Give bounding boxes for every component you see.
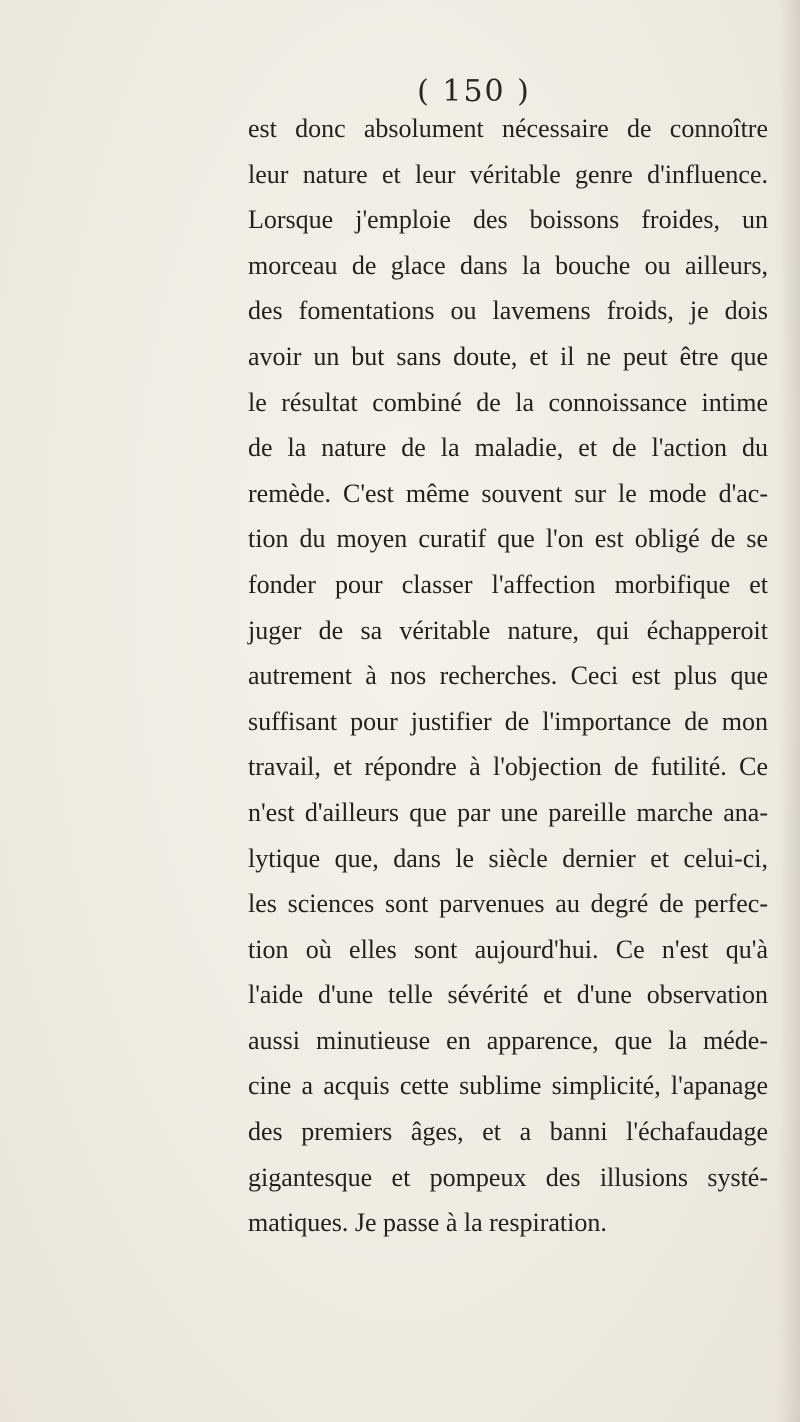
text-line: autrement à nos recherches. Ceci est plus que xyxy=(248,661,768,691)
text-line: tion du moyen curatif que l'on est obligé de se xyxy=(248,524,768,554)
text-line: des fomentations ou lavemens froids, je dois xyxy=(248,296,768,326)
page-number: ( 150 ) xyxy=(417,74,531,109)
text-line: n'est d'ailleurs que par une pareille marche ana- xyxy=(248,797,768,827)
text-line: le résultat combiné de la connoissance intime xyxy=(248,387,768,417)
text-line: remède. C'est même souvent sur le mode d'ac- xyxy=(248,478,768,508)
text-line: morceau de glace dans la bouche ou ailleurs, xyxy=(248,250,768,280)
text-line: l'aide d'une telle sévérité et d'une observation xyxy=(248,980,768,1010)
text-line: de la nature de la maladie, et de l'action du xyxy=(248,433,768,463)
text-line: des premiers âges, et a banni l'échafaudage xyxy=(248,1117,768,1147)
text-line: Lorsque j'emploie des boissons froides, un xyxy=(248,205,768,235)
text-line: est donc absolument nécessaire de connoître xyxy=(248,114,768,143)
text-line: fonder pour classer l'affection morbifique et xyxy=(248,569,768,599)
page-edge-shadow xyxy=(778,0,800,1422)
text-line: tion où elles sont aujourd'hui. Ce n'est qu'à xyxy=(248,934,768,964)
text-line: avoir un but sans doute, et il ne peut être que xyxy=(248,341,768,371)
text-line: les sciences sont parvenues au degré de perfec- xyxy=(248,889,768,919)
text-line: gigantesque et pompeux des illusions systé- xyxy=(248,1162,768,1192)
text-line: cine a acquis cette sublime simplicité, l'apanage xyxy=(248,1071,768,1101)
body-text xyxy=(248,106,768,1246)
text-line: matiques. Je passe à la respiration. xyxy=(248,1208,607,1238)
text-line: suffisant pour justifier de l'importance de mon xyxy=(248,706,768,736)
text-line: lytique que, dans le siècle dernier et celui-ci, xyxy=(248,843,768,873)
text-line: leur nature et leur véritable genre d'influence. xyxy=(248,159,768,189)
text-line: juger de sa véritable nature, qui échapperoit xyxy=(248,615,768,645)
text-line: aussi minutieuse en apparence, que la méde- xyxy=(248,1025,768,1055)
text-line: travail, et répondre à l'objection de futilité. Ce xyxy=(248,752,768,782)
